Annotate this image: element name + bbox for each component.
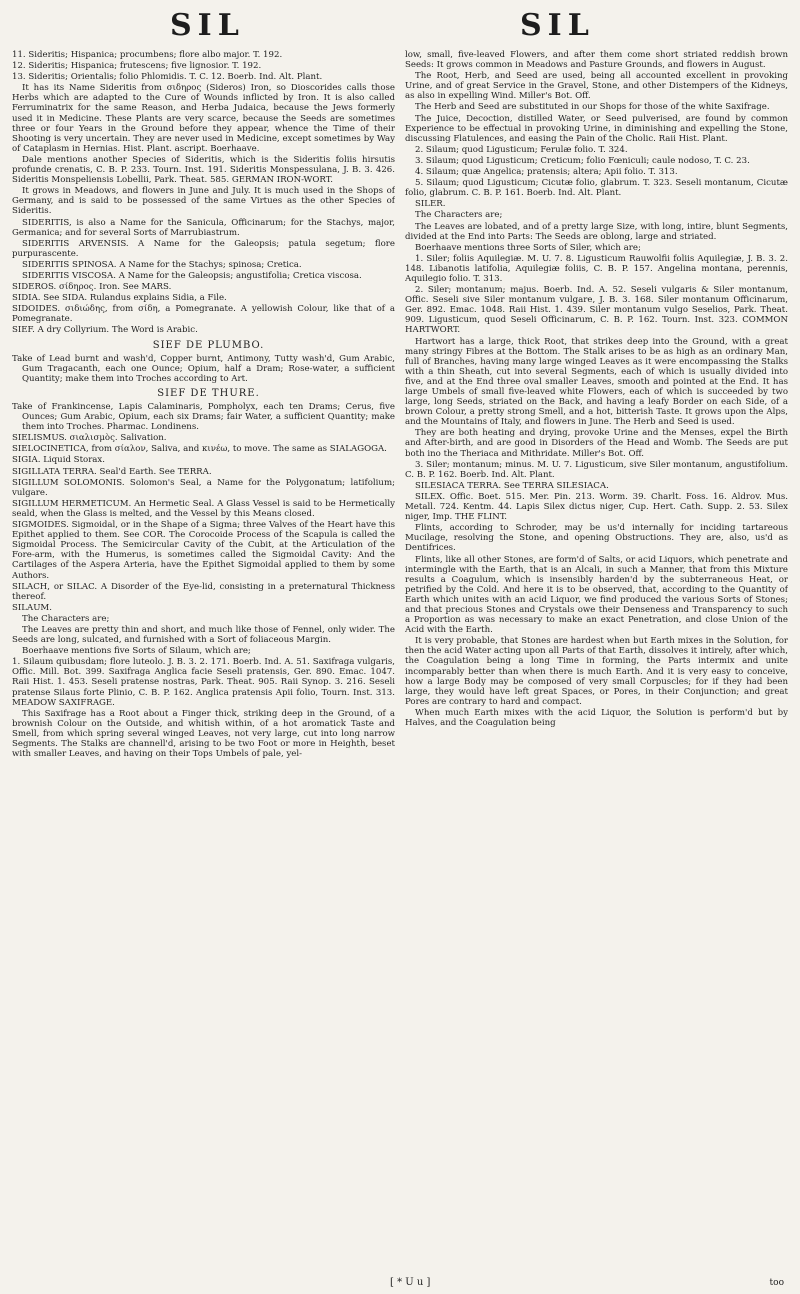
text-paragraph: Flints, according to Schroder, may be us'd internally for inciding tartareous Mucilage, resolving the Stone, and opening Obstructions. They are, also, us'd as Dentifrices. [405, 523, 788, 554]
text-paragraph: Boerhaave mentions three Sorts of Siler, which are; [415, 242, 641, 253]
text-paragraph: It grows in Meadows, and flowers in June and July. It is much used in the Shops of Germany, and is said to be possessed of the same Virtues as the other Species of Sideritis. [12, 186, 395, 217]
dictionary-entry: SILAUM. [12, 602, 52, 613]
text-paragraph: The Herb and Seed are substituted in our Shops for those of the white Saxifrage. [415, 102, 770, 113]
dictionary-entry: SIELISMUS. σιαλισμὸς. Salivation. [12, 433, 167, 444]
text-columns [12, 50, 788, 1274]
text-paragraph: SILER. [415, 199, 446, 210]
dictionary-entry: 13. Sideritis; Orientalis; folio Phlomidis. T. C. 12. Boerb. Ind. Alt. Plant. [12, 72, 323, 83]
text-paragraph: SIDERITIS SPINOSA. A Name for the Stachys; spinosa; Cretica. [22, 259, 302, 270]
dictionary-entry: 11. Sideritis; Hispanica; procumbens; flore albo major. T. 192. [12, 50, 283, 60]
running-head-left: SIL [170, 8, 245, 43]
text-paragraph: Hartwort has a large, thick Root, that strikes deep into the Ground, with a great many stringy Fibres at the Bottom. The Stalk arises to be as high as an ordinary Man, full of Branches, having many large winged Leaves as it were encompassing the Stalks with a thin Sheath, cut into several Segments, each of which is usually divided into five, and at the End three oval smaller Leaves, smooth and pointed at the End. It has large Umbels of small five-leaved white Flowers, each of which is succeeded by two large, long Seeds, striated on the Back, and having a leafy Border on each Side, of a brown Colour, a pretty strong Smell, and a hot, bitterish Taste. It grows upon the Alps, and the Mountains of Italy, and flowers in June. The Herb and Seed is used. [405, 336, 788, 428]
signature-mark: [ * U u ] [390, 1277, 431, 1288]
dictionary-entry: SIELOCINETICA, from σίαλον, Saliva, and κινέω, to move. The same as SIALAGOGA. [12, 444, 387, 455]
text-paragraph: The Juice, Decoction, distilled Water, or Seed pulverised, are found by common Experience to be effectual in provoking Urine, in diminishing and expelling the Stone, discussing Flatulences, and easing the Pain of the Cholic. Raii Hist. Plant. [405, 113, 788, 144]
text-paragraph: Dale mentions another Species of Sideritis, which is the Sideritis foliis hirsutis profunde crenatis, C. B. P. 233. Tourn. Inst. 191. Sideritis Monspessulana, J. B. 3. 426. Sideritis Monspeliensis Lobellii, Park. Theat. 585. GERMAN IRON-WORT. [12, 154, 395, 186]
text-paragraph: 3. Siler; montanum; minus. M. U. 7. Ligusticum, sive Siler montanum, angustifolium. C. B. P. 162. Boerb. Ind. Alt. Plant. [405, 459, 788, 480]
text-paragraph: Boerhaave mentions five Sorts of Silaum, which are; [22, 646, 251, 657]
dictionary-entry: SIGIA. Liquid Storax. [12, 455, 106, 466]
dictionary-entry: SIDEROS. σίδηρος. Iron. See MARS. [12, 282, 172, 293]
text-paragraph: The Leaves are pretty thin and short, and much like those of Fennel, only wider. The Seeds are long, sulcated, and furnished with a Sort of foliaceous Margin. [12, 624, 395, 646]
text-paragraph: 4. Silaum; quæ Angelica; pratensis; altera; Apii folio. T. 313. [415, 167, 678, 178]
text-paragraph: This Saxifrage has a Root about a Finger thick, striking deep in the Ground, of a brownish Colour on the Outside, and whitish within, of a hot aromatick Taste and Smell, from which spring several winged Leaves, not very large, cut into long narrow Segments. The Stalks are channell'd, arising to be two Foot or more in Heighth, beset with smaller Leaves, and having on their Tops Umbels of pale, yel- [12, 708, 395, 760]
text-paragraph: The Characters are; [22, 613, 110, 624]
right-column [405, 50, 788, 1274]
running-head-right: SIL [520, 8, 595, 43]
dictionary-entry: SIGILLUM SOLOMONIS. Solomon's Seal, a Name for the Polygonatum; latifolium; vulgare. [12, 477, 395, 498]
dictionary-entry: SIGILLATA TERRA. Seal'd Earth. See TERRA. [12, 466, 212, 477]
section-heading: SIEF DE THURE. [157, 387, 260, 399]
text-paragraph: The Root, Herb, and Seed are used, being all accounted excellent in provoking Urine, and of great Service in the Gravel, Stone, and other Distempers of the Kidneys, as also in expelling Wind. Miller's Bot. Off. [405, 71, 788, 102]
recipe-paragraph: Take of Lead burnt and wash'd, Copper burnt, Antimony, Tutty wash'd, Gum Arabic, Gum Tragacanth, each one Ounce; Opium, half a Dram; Rose-water, a sufficient Quantity; make them into Troches according to Art. [12, 353, 395, 384]
dictionary-entry: 12. Sideritis; Hispanica; frutescens; five lignosior. T. 192. [12, 61, 262, 72]
recipe-paragraph: Take of Frankincense, Lapis Calaminaris, Pompholyx, each ten Drams; Cerus, five Ounces; Gum Arabic, Opium, each six Drams; fair Water, a sufficient Quantity; make them into Troches. Pharmac. Londinens. [12, 402, 395, 433]
dictionary-entry: SIGILLUM HERMETICUM. An Hermetic Seal. A Glass Vessel is said to be Hermetically seald, when the Glass is melted, and the Vessel by this Means closed. [12, 498, 395, 519]
text-paragraph: It is very probable, that Stones are hardest when but Earth mixes in the Solution, for then the acid Water acting upon all Parts of that Earth, dissolves it intirely, after which, the Coagulation being a long Time in forming, the Parts intermix and unite incomparably better than when there is much Earth. And it is very easy to conceive, how a large Body may be composed of very small Corpuscles; for if they had been large, they would have left great Spaces, or Pores, in their Conjunction; and great Pores are contrary to hard and compact. [405, 636, 788, 707]
text-paragraph: The Characters are; [415, 210, 503, 221]
text-paragraph: 1. Siler; foliis Aquilegiæ. M. U. 7. 8. Ligusticum Rauwolfii foliis Aquilegiæ, J. B. 3. 2. 148. Libanotis latifolia, Aquilegiæ foliis, C. B. P. 157. Angelina montana, perennis, Aquilegio folio. T. 313. [405, 253, 788, 284]
dictionary-entry: SIGMOIDES. Sigmoidal, or in the Shape of a Sigma; three Valves of the Heart have this Epithet applied to them. See COR. The Corocoide Process of the Scapula is called the Sigmoidal Process. The Semicircular Cavity of the Cubit, at the Articulation of the Fore-arm, with the Humerus, is sometimes called the Sigmoidal Cavity: And the Cartilages of the Aspera Arteria, have the Epithet Sigmoidal applied to them by some Authors. [12, 520, 395, 581]
text-paragraph: SIDERITIS VISCOSA. A Name for the Galeopsis; angustifolia; Cretica viscosa. [22, 270, 362, 281]
text-paragraph: SILESIACA TERRA. See TERRA SILESIACA. [415, 480, 609, 491]
text-paragraph: They are both heating and drying, provoke Urine and the Menses, expel the Birth and After-birth, and are good in Disorders of the Head and Womb. The Seeds are put both ino the Theriaca and Mithridate. Miller's Bot. Off. [405, 428, 788, 459]
text-paragraph: Flints, like all other Stones, are form'd of Salts, or acid Liquors, which penetrate and intermingle with the Earth, that is an Alcali, in such a Manner, that from this Mixture results a Coagulum, which is insensibly harden'd by the subterraneous Heat, or petrified by the Cold. And here it is to be observed, that, according to the Quantity of Earth which unites with an acid Liquor, we find produced the various Sorts of Stones; and that precious Stones and Crystals owe their Denseness and Transparency to such a Proportion as was necessary to make an exact Penetration, and close Union of the Acid with the Earth. [405, 554, 788, 636]
text-paragraph: 2. Silaum; quod Ligusticum; Ferulæ folio. T. 324. [415, 144, 628, 155]
dictionary-entry: low, small, five-leaved Flowers, and after them come short striated reddish brown Seeds: It grows common in Meadows and Pasture Grounds, and flowers in August. [405, 50, 788, 71]
dictionary-entry: SIEF. A dry Collyrium. The Word is Arabic. [12, 325, 198, 336]
dictionary-entry: 1. Silaum quibusdam; flore luteolo. J. B. 3. 2. 171. Boerb. Ind. A. 51. Saxifraga vulgaris, Offic. Mill. Bot. 399. Saxifraga Anglica facie Seseli pratensis, Ger. 890. Emac. 1047. Raii Hist. 1. 453. Seseli pratense nostras, Park. Theat. 905. Raii Synop. 3. 216. Seseli pratense Silaus forte Plinio, C. B. P. 162. Anglica pratensis Apii folio, Tourn. Inst. 313. MEADOW SAXIFRAGE. [12, 657, 395, 708]
text-paragraph: When much Earth mixes with the acid Liquor, the Solution is perform'd but by Halves, and the Coagulation being [405, 707, 788, 728]
text-paragraph: It has its Name Sideritis from σιδηρος (Sideros) Iron, so Dioscorides calls those Herbs which are adapted to the Cure of Wounds inflicted by Iron. It is also called Ferruminatrix for the same Reason, and Herba Judaica, because the Jews formerly used it in Medicine. These Plants are very scarce, because the Seeds are sometimes three or four Years in the Ground before they appear, whence the Time of their Shooting is very uncertain. They are never used in Medicine, except sometimes by Way of Cataplasm in Hernias. Hist. Plant. ascript. Boerhaave. [12, 83, 395, 154]
text-paragraph: SIDERITIS ARVENSIS. A Name for the Galeopsis; patula segetum; flore purpurascente. [12, 238, 395, 259]
section-heading: SIEF DE PLUMBO. [152, 339, 265, 351]
text-paragraph: 5. Silaum; quod Ligusticum; Cicutæ folio, glabrum. T. 323. Seseli montanum, Cicutæ folio, glabrum. C. B. P. 161. Boerb. Ind. Alt. Plant. [405, 178, 788, 199]
dictionary-entry: SILACH, or SILAC. A Disorder of the Eye-lid, consisting in a preternatural Thickness thereof. [12, 581, 395, 602]
left-column [12, 50, 395, 1274]
text-paragraph: 3. Silaum; quod Ligusticum; Creticum; folio Fœniculi; caule nodoso, T. C. 23. [415, 155, 750, 166]
text-paragraph: The Leaves are lobated, and of a pretty large Size, with long, intire, blunt Segments, divided at the End into Parts: The Seeds are oblong, large and striated. [405, 221, 788, 242]
dictionary-entry: SIDIA. See SIDA. Rulandus explains Sidia, a File. [12, 293, 227, 304]
text-paragraph: SILEX. Offic. Boet. 515. Mer. Pin. 213. Worm. 39. Charlt. Foss. 16. Aldrov. Mus. Metall. 724. Kentm. 44. Lapis Silex dictus niger, Cup. Hert. Cath. Supp. 2. 53. Silex niger, Imp. THE FLINT. [405, 491, 788, 523]
catchword: too [769, 1278, 784, 1288]
text-paragraph: SIDERITIS, is also a Name for the Sanicula, Officinarum; for the Stachys, major, Germanica; and for several Sorts of Marrubiastrum. [12, 217, 395, 238]
text-paragraph: 2. Siler; montanum; majus. Boerb. Ind. A. 52. Seseli vulgaris & Siler montanum, Offic. Seseli sive Siler montanum vulgare, J. B. 3. 168. Siler montanum Officinarum, Ger. 892. Emac. 1048. Raii Hist. 1. 439. Siler montanum vulgo Seselios, Park. Theat. 909. Ligusticum, quod Seseli Officinarum, C. B. P. 162. Tourn. Inst. 323. COMMON HARTWORT. [405, 285, 788, 336]
dictionary-entry: SIDOIDES. σιδιώδης, from σίδη, a Pomegranate. A yellowish Colour, like that of a Pomegranate. [12, 304, 395, 325]
